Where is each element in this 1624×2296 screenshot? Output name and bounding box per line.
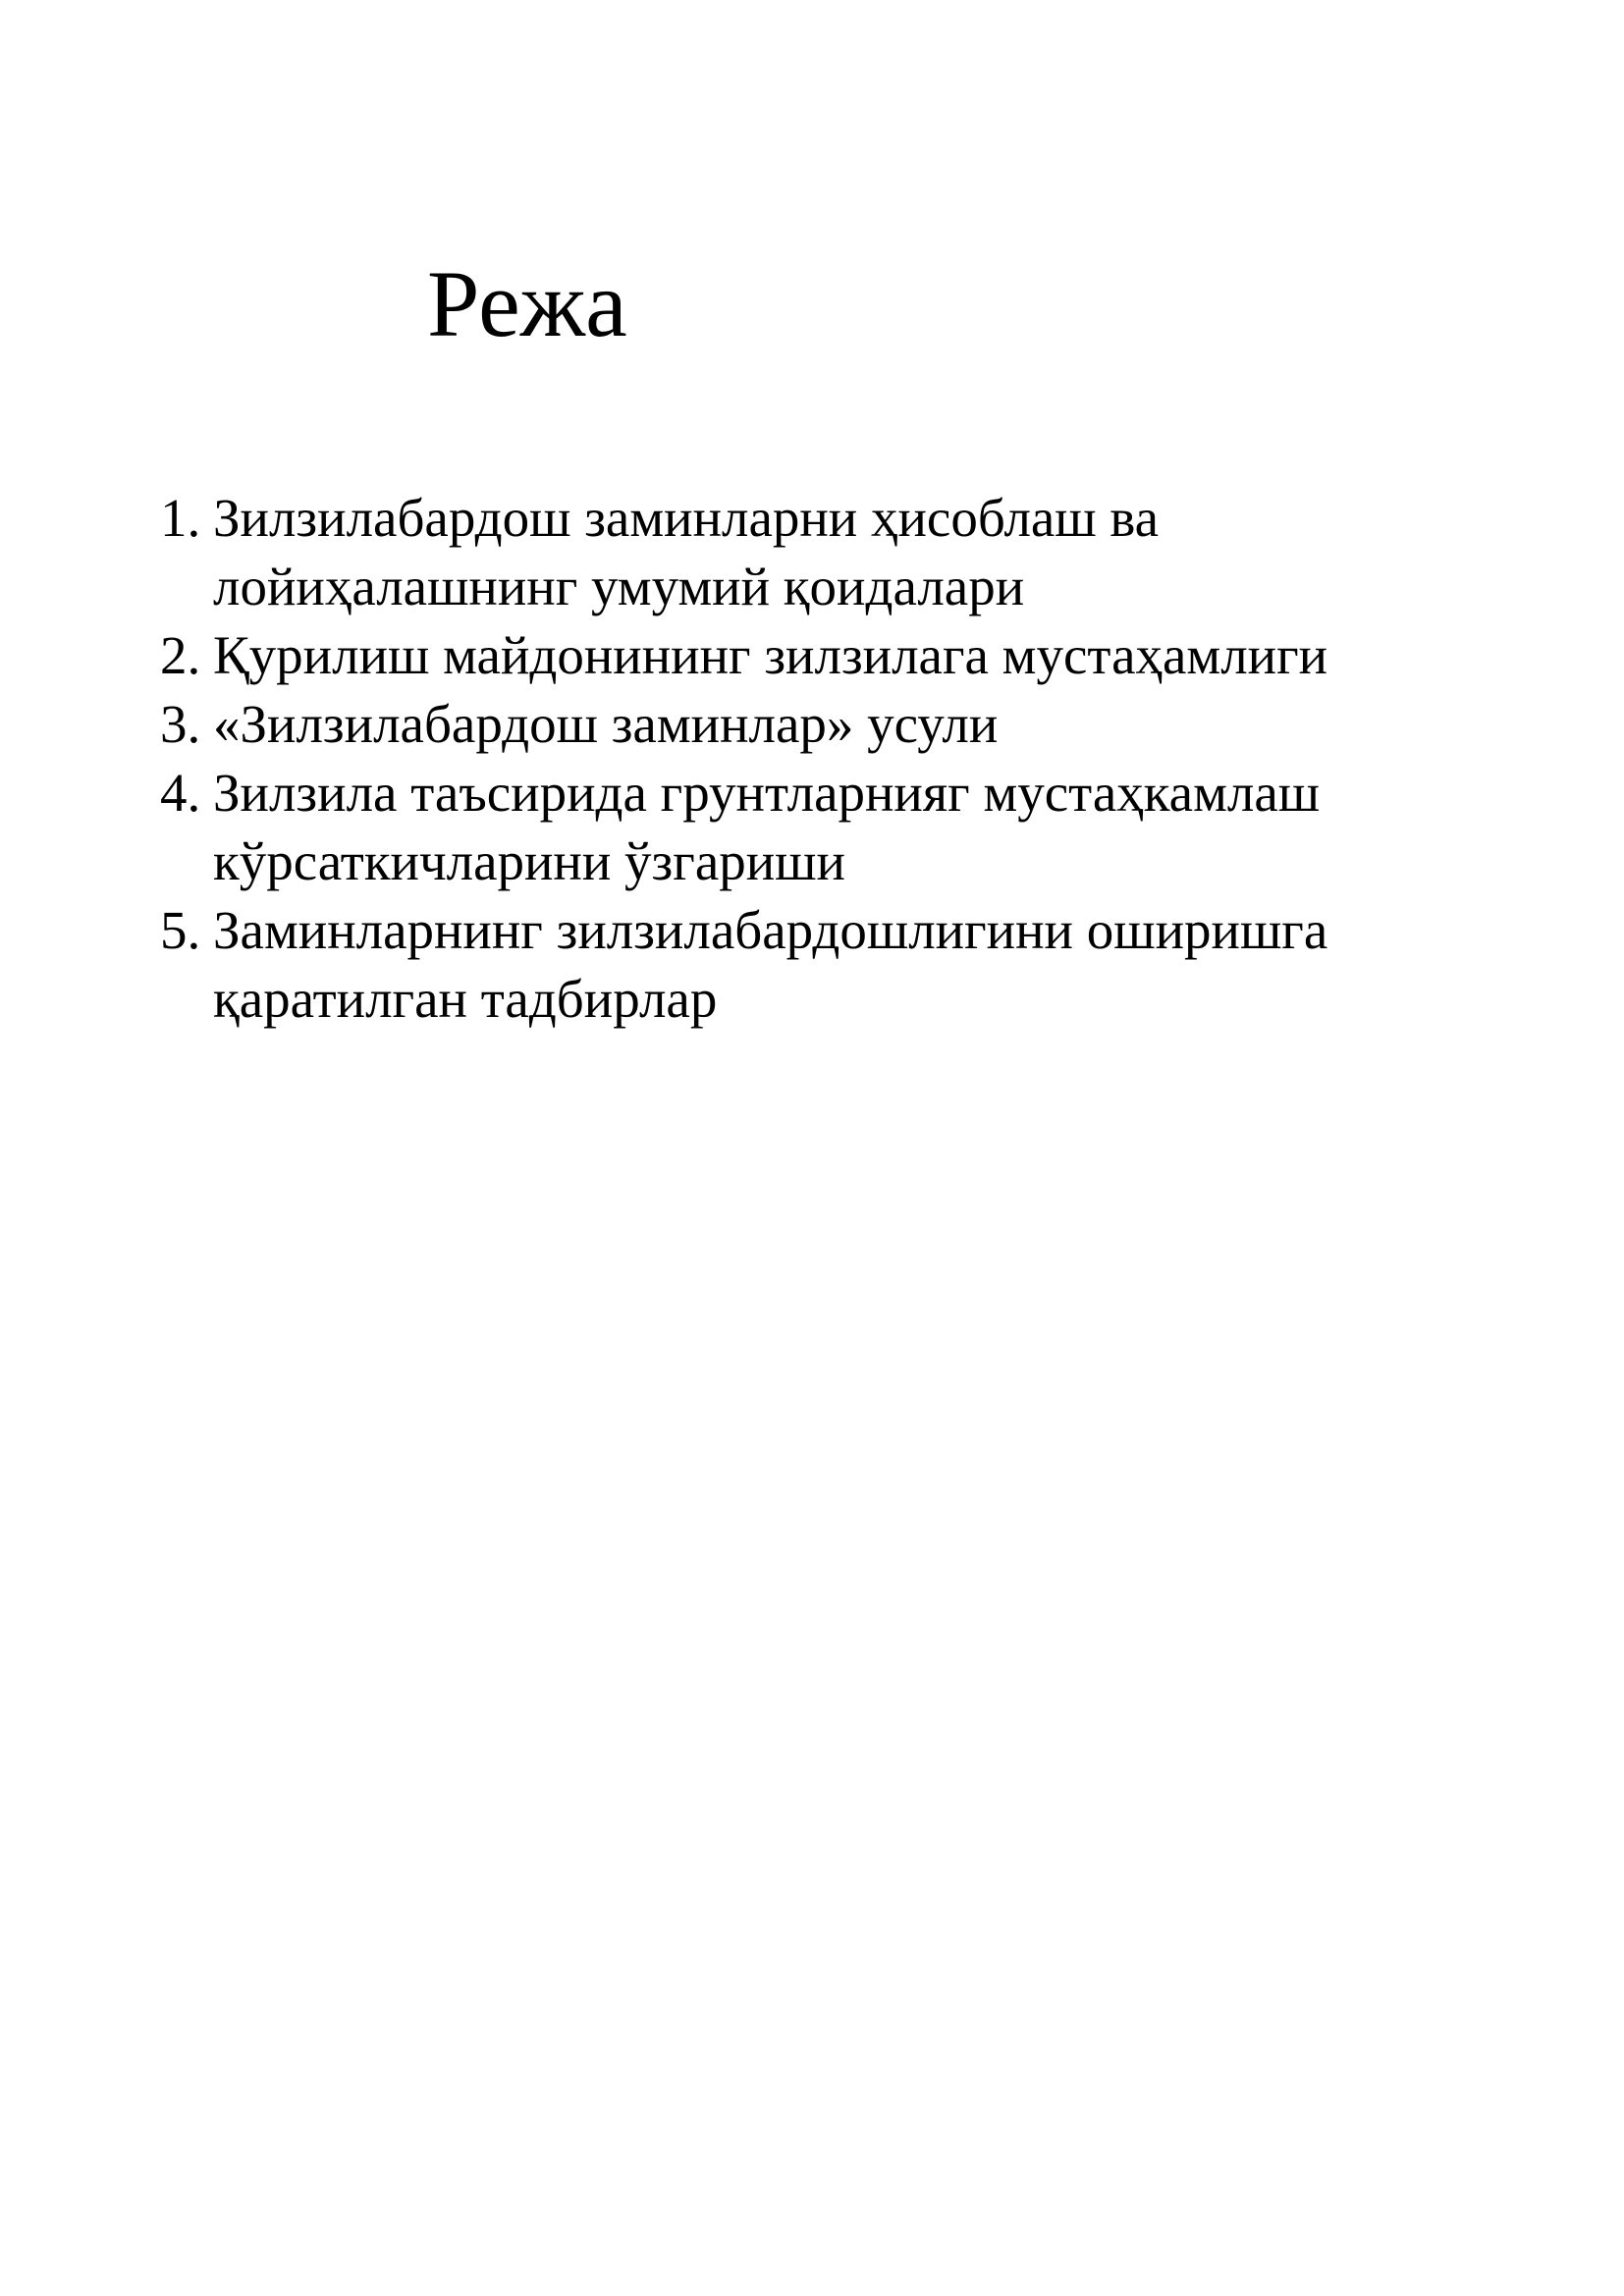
plan-item-3 (160, 690, 1535, 759)
plan-item-5 (160, 896, 1535, 1034)
plan-item-number: 2. (160, 625, 201, 685)
plan-item-text: Зилзилабардош заминларни ҳисоблаш ва (213, 488, 1160, 548)
plan-item-1 (160, 484, 1535, 621)
plan-item-text: Қурилиш майдонининг зилзилага мустаҳамлиги (213, 625, 1328, 685)
plan-list (160, 484, 1535, 1034)
plan-item-text: лойиҳалашнинг умумий қоидалари (213, 557, 1025, 616)
plan-item-4 (160, 759, 1535, 896)
plan-item-text: Заминларнинг зилзилабардошлигини оширишга (213, 900, 1328, 960)
plan-item-text: қаратилган тадбирлар (213, 969, 718, 1029)
plan-item-number: 4. (160, 763, 201, 823)
plan-item-number: 3. (160, 694, 201, 754)
plan-item-text: «Зилзилабардош заминлар» усули (213, 694, 999, 754)
plan-item-2 (160, 621, 1535, 690)
plan-item-number: 5. (160, 900, 201, 960)
plan-item-text: Зилзила таъсирида грунтларнияг мустаҳкамлаш (213, 763, 1321, 823)
page-title: Режа (427, 251, 627, 356)
plan-item-number: 1. (160, 488, 201, 548)
plan-item-text: кўрсаткичларини ўзгариши (213, 831, 845, 891)
